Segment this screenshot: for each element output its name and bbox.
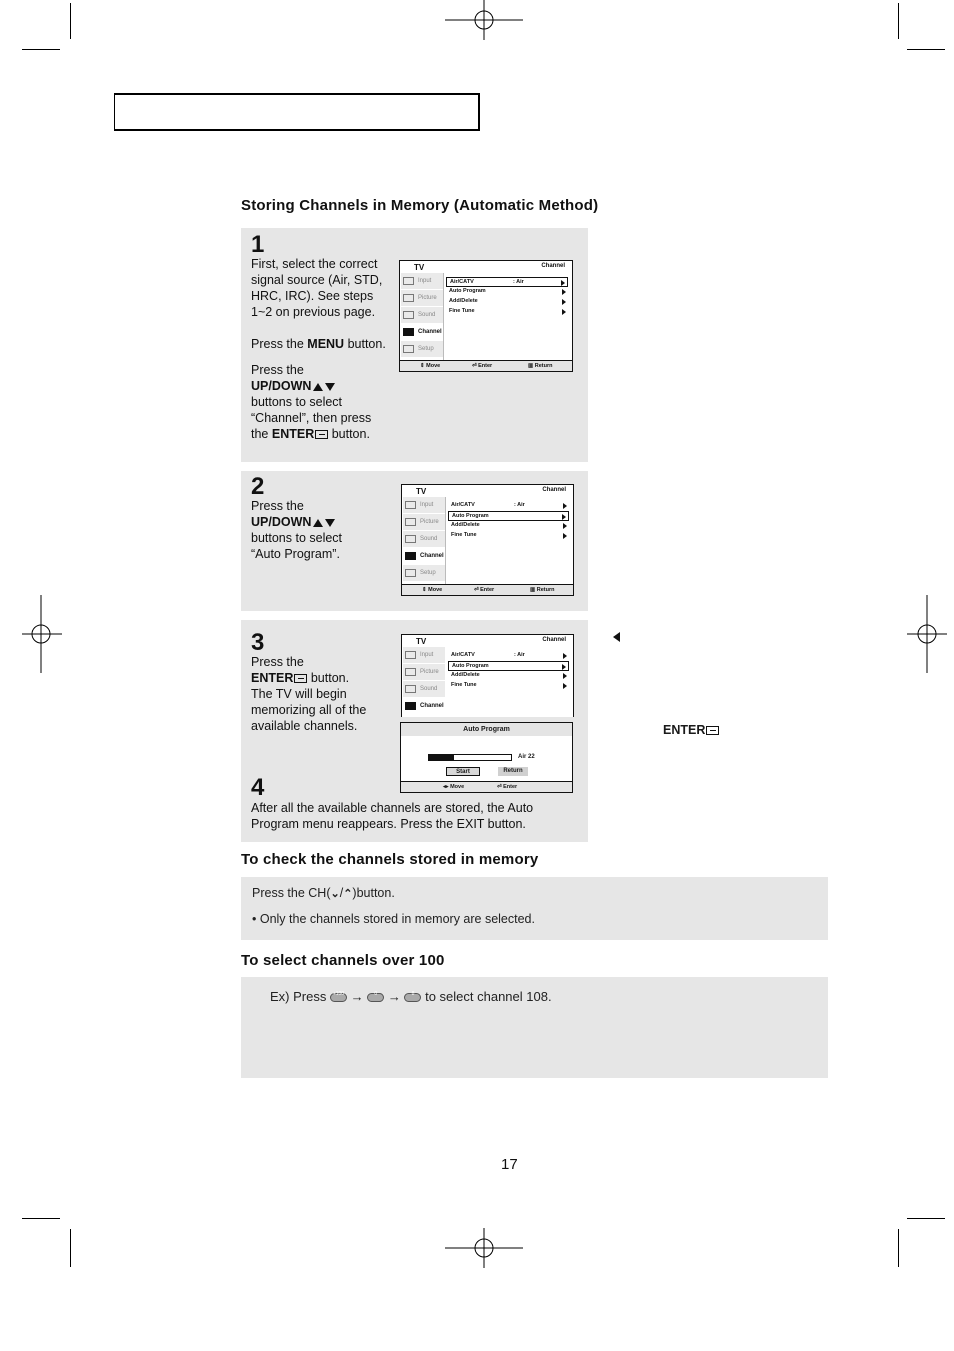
picture-icon [405, 668, 416, 676]
picture-icon [405, 518, 416, 526]
sound-icon [405, 685, 416, 693]
up-arrow-icon [313, 383, 323, 391]
auto-program-progress-fill [429, 755, 454, 760]
over100-example: Ex) Press +100 → 0 → 8 to select channel 108. [270, 989, 552, 1004]
osd-side-channel: Channel [403, 698, 445, 715]
down-arrow-icon [325, 383, 335, 391]
sound-icon [403, 311, 414, 319]
tv-osd-screenshot-2 [401, 484, 574, 596]
check-line2: • Only the channels stored in memory are selected. [252, 912, 535, 926]
auto-program-return-button: Return [498, 767, 528, 776]
osd-item-finetune: Fine Tune [446, 307, 568, 317]
step1-para2: Press the MENU button. [251, 337, 386, 351]
osd-channel-label: Channel [541, 263, 565, 269]
picture-icon [403, 294, 414, 302]
step1-para1: First, select the correct signal source (Air, STD, HRC, IRC). See steps 1~2 on previous page. [251, 257, 383, 319]
sound-icon [405, 535, 416, 543]
enter-icon [294, 674, 307, 683]
osd-item-finetune: Fine Tune [448, 681, 569, 691]
input-icon [405, 651, 416, 659]
step1-number: 1 [251, 231, 265, 258]
osd-footer-enter: ⏎ Enter [472, 363, 493, 369]
arrow-right-icon [561, 280, 565, 286]
enter-icon [706, 726, 719, 735]
osd-item-adddelete: Add/Delete [448, 671, 569, 681]
arrow-right-icon [562, 299, 566, 305]
check-line1: Press the CH(⌄/⌃)button. [252, 886, 395, 900]
crop-mark [70, 1229, 71, 1267]
osd-side-channel: Channel [401, 324, 443, 341]
tv-osd-screenshot-1 [399, 260, 573, 372]
osd-side-picture: Picture [401, 290, 443, 307]
auto-program-dialog [400, 722, 573, 793]
channel-icon [403, 328, 414, 336]
osd-tv-label: TV [416, 637, 427, 646]
auto-program-start-button: Start [446, 767, 480, 776]
step3-number: 3 [251, 629, 265, 656]
crop-mark [70, 3, 71, 39]
crop-mark [898, 3, 899, 39]
osd-footer-return: ▥ Return [530, 587, 555, 593]
arrow-right-icon [562, 289, 566, 295]
key-0-icon: 0 [367, 993, 384, 1002]
auto-program-channel: Air 22 [518, 754, 535, 760]
arrow-right-icon [563, 503, 567, 509]
check-title: To check the channels stored in memory [241, 851, 539, 868]
osd-item-adddelete: Add/Delete [446, 297, 568, 307]
osd-tv-label: TV [414, 263, 425, 272]
osd-side-input: Input [403, 647, 445, 664]
down-arrow-icon [325, 519, 335, 527]
osd-side-setup: Setup [403, 565, 445, 582]
osd-item-autoprogram: Auto Program [448, 511, 569, 521]
left-triangle-icon [613, 632, 620, 642]
arrow-right-icon [563, 683, 567, 689]
registration-mark-right [907, 595, 947, 673]
osd-item-aircatv: Air/CATV : Air [446, 277, 568, 287]
osd-side-sound: Sound [403, 681, 445, 698]
crop-mark [907, 1218, 945, 1219]
auto-program-progress-bar [428, 754, 512, 761]
osd-side-picture: Picture [403, 664, 445, 681]
tv-osd-screenshot-3 [401, 634, 574, 717]
registration-mark-top [445, 0, 523, 40]
setup-icon [405, 569, 416, 577]
osd-item-autoprogram: Auto Program [448, 661, 569, 671]
crop-mark [22, 1218, 60, 1219]
osd-footer-enter: ⏎ Enter [474, 587, 495, 593]
osd-side-sound: Sound [403, 531, 445, 548]
header-box [114, 93, 480, 131]
arrow-right-icon [562, 514, 566, 520]
input-icon [403, 277, 414, 285]
arrow-right-icon [563, 653, 567, 659]
auto-program-title: Auto Program [401, 723, 572, 736]
key-100-icon: +100 [330, 993, 347, 1002]
osd-side-setup: Setup [401, 341, 443, 358]
over100-title: To select channels over 100 [241, 952, 445, 969]
osd-item-autoprogram: Auto Program [446, 287, 568, 297]
osd-item-aircatv: Air/CATV : Air [448, 651, 569, 661]
step4-number: 4 [251, 774, 265, 801]
osd-side-input: Input [401, 273, 443, 290]
arrow-right-icon [562, 309, 566, 315]
input-icon [405, 501, 416, 509]
arrow-right-icon [562, 664, 566, 670]
arrow-right-icon [563, 533, 567, 539]
osd-side-picture: Picture [403, 514, 445, 531]
osd-item-finetune: Fine Tune [448, 531, 569, 541]
osd-side-input: Input [403, 497, 445, 514]
arrow-right-icon [563, 523, 567, 529]
osd-footer-move: ⇕ Move [420, 363, 441, 369]
side-note-enter: ENTER [663, 723, 719, 737]
arrow-right-icon [563, 673, 567, 679]
chevron-down-icon: ⌄ [330, 888, 340, 900]
osd-channel-label: Channel [542, 637, 566, 643]
ap-footer-move: ◂▸ Move [443, 784, 465, 790]
step1-para3: Press the UP/DOWN buttons to select “Channel”, then press the ENTER button. [251, 363, 372, 441]
channel-icon [405, 702, 416, 710]
crop-mark [907, 49, 945, 50]
page-number: 17 [501, 1156, 518, 1173]
osd-channel-label: Channel [542, 487, 566, 493]
section-title: Storing Channels in Memory (Automatic Method) [241, 197, 599, 214]
enter-icon [315, 430, 328, 439]
osd-item-adddelete: Add/Delete [448, 521, 569, 531]
osd-footer-move: ⇕ Move [422, 587, 443, 593]
channel-icon [405, 552, 416, 560]
step4-text: After all the available channels are stored, the Auto Program menu reappears. Press the EXIT button. [251, 801, 534, 831]
osd-side-sound: Sound [401, 307, 443, 324]
registration-mark-bottom [445, 1228, 523, 1268]
osd-side-channel: Channel [403, 548, 445, 565]
crop-mark [22, 49, 60, 50]
up-arrow-icon [313, 519, 323, 527]
registration-mark-left [22, 595, 62, 673]
arrow-right-icon: → [387, 989, 401, 1004]
step1-text [251, 256, 396, 442]
osd-item-aircatv: Air/CATV : Air [448, 501, 569, 511]
chevron-up-icon: ⌃ [343, 888, 353, 900]
osd-footer-return: ▥ Return [528, 363, 553, 369]
step2-number: 2 [251, 473, 265, 500]
setup-icon [403, 345, 414, 353]
ap-footer-enter: ⏎ Enter [497, 784, 518, 790]
crop-mark [898, 1229, 899, 1267]
step3-text: Press the ENTER button. The TV will begin memorizing all of the available channels. [251, 655, 367, 733]
key-8-icon: 8 [404, 993, 421, 1002]
arrow-right-icon: → [350, 989, 364, 1004]
osd-tv-label: TV [416, 487, 427, 496]
step2-text: Press the UP/DOWN buttons to select “Auto Program”. [251, 499, 343, 561]
